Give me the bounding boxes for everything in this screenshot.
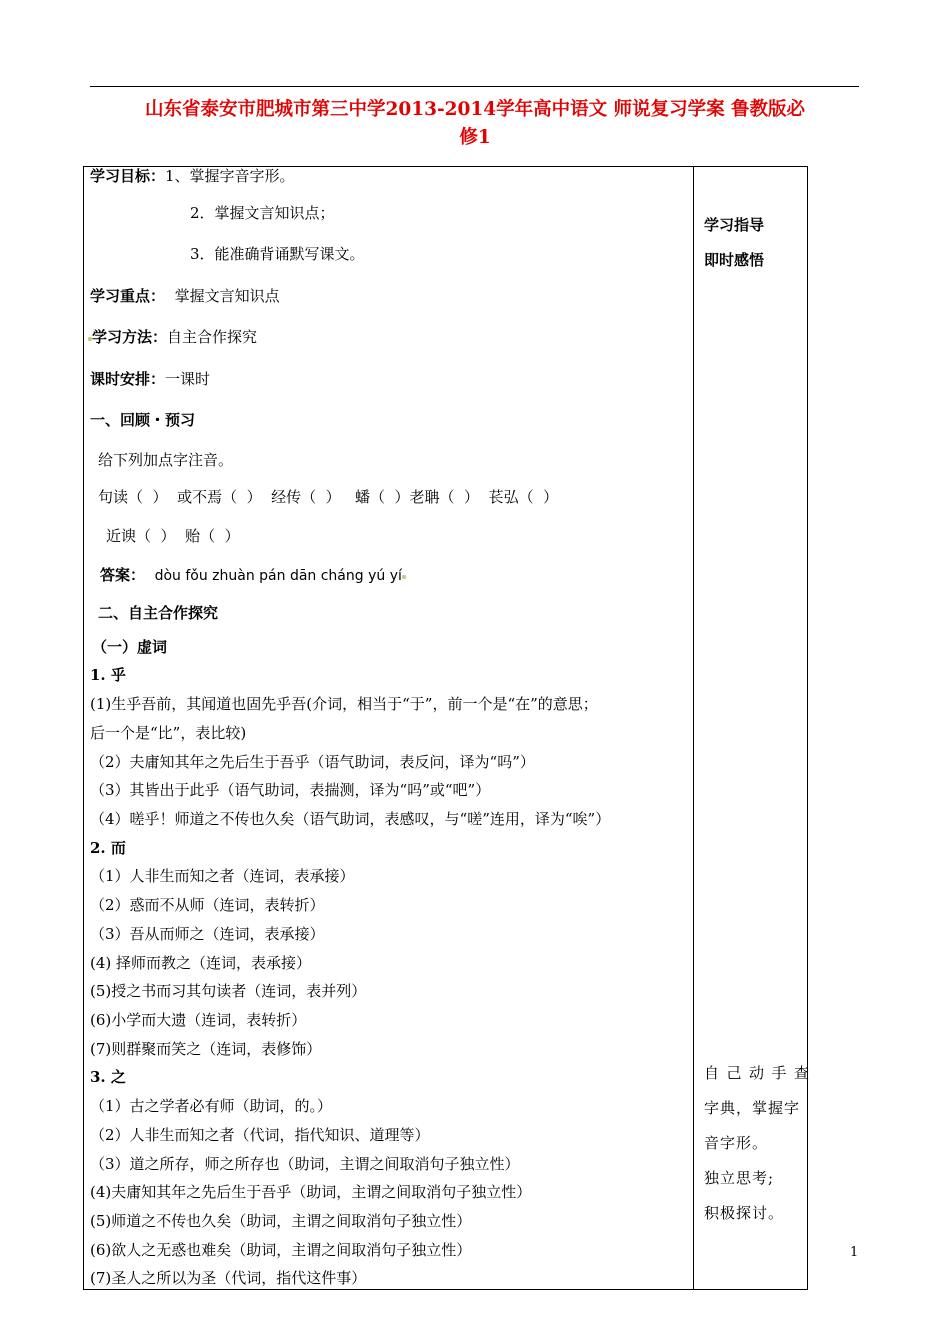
section1-heading: 一、回顾・预习 — [90, 411, 196, 429]
header-rule — [90, 86, 859, 87]
item2-line: (6)小学而大遗（连词，表转折） — [90, 1011, 307, 1029]
title-line-1: 山东省泰安市肥城市第三中学2013-2014学年高中语文 师说复习学案 鲁教版必 — [144, 99, 806, 120]
column-divider — [693, 166, 694, 1290]
item1-line: (1)生乎吾前，其闻道也固先乎吾(介词，相当于“于”，前一个是“在”的意思； — [90, 695, 598, 713]
pinyin-row-1: 句读（ ） 或不焉（ ） 经传（ ） 蟠（ ）老聃（ ） 苌弘（ ） — [98, 488, 559, 506]
sub1-heading: （一）虚词 — [92, 638, 168, 656]
item3-line: (5)师道之不传也久矣（助词，主谓之间取消句子独立性） — [90, 1212, 472, 1230]
guide-title: 学习指导 — [704, 216, 765, 234]
item2-heading: 2. 而 — [90, 839, 126, 857]
side-note: 音字形。 — [704, 1134, 769, 1152]
side-note: 独立思考; — [704, 1169, 775, 1187]
goal-1: 1、掌握字音字形。 — [165, 167, 295, 185]
answer-label: 答案： — [100, 566, 146, 584]
time-label: 课时安排： — [90, 370, 166, 388]
time-value: 一课时 — [165, 370, 211, 388]
item2-line: （1）人非生而知之者（连词，表承接） — [90, 867, 355, 885]
answer-row — [100, 565, 406, 586]
item2-line: (4) 择师而教之（连词，表承接） — [90, 954, 312, 972]
reflection-title: 即时感悟 — [704, 251, 765, 269]
focus-label: 学习重点： — [90, 287, 166, 305]
time-row — [90, 369, 210, 389]
pinyin-row-2: 近谀（ ） 贻（ ） — [106, 527, 240, 545]
item2-line: （2）惑而不从师（连词，表转折） — [90, 896, 325, 914]
side-note: 自己动手查 — [704, 1064, 817, 1082]
section1-instruction: 给下列加点字注音。 — [98, 451, 234, 469]
item3-line: (6)欲人之无惑也难矣（助词，主谓之间取消句子独立性） — [90, 1241, 472, 1259]
item1-line: 后一个是“比”，表比较) — [90, 724, 247, 742]
method-row — [88, 327, 257, 347]
side-note: 积极探讨。 — [704, 1204, 785, 1222]
focus-row — [90, 286, 280, 306]
item2-line: （3）吾从而师之（连词，表承接） — [90, 925, 325, 943]
goal-3: 3．能准确背诵默写课文。 — [190, 245, 365, 263]
item3-line: (7)圣人之所以为圣（代词，指代这件事） — [90, 1269, 367, 1287]
item1-line: （2）夫庸知其年之先后生于吾乎（语气助词，表反问，译为“吗”） — [90, 753, 535, 771]
item3-line: （1）古之学者必有师（助词，的。） — [90, 1097, 333, 1115]
section2-heading: 二、自主合作探究 — [98, 604, 219, 622]
title-line-2: 修1 — [459, 127, 491, 148]
goal-row — [90, 166, 295, 186]
goal-label: 学习目标： — [90, 167, 166, 185]
document-title — [85, 96, 865, 152]
goal-2: 2．掌握文言知识点； — [190, 204, 335, 222]
item3-line: (4)夫庸知其年之先后生于吾乎（助词，主谓之间取消句子独立性） — [90, 1183, 532, 1201]
side-note: 字典，掌握字 — [704, 1099, 801, 1117]
method-value: 自主合作探究 — [167, 328, 258, 346]
item3-line: （3）道之所存，师之所存也（助词，主谓之间取消句子独立性） — [90, 1155, 520, 1173]
item2-line: (7)则群聚而笑之（连词，表修饰） — [90, 1040, 322, 1058]
item1-line: （4）嗟乎！师道之不传也久矣（语气助词，表感叹，与“嗟”连用，译为“唉”） — [90, 810, 611, 828]
item2-line: (5)授之书而习其句读者（连词，表并列） — [90, 982, 367, 1000]
side-notes — [704, 1056, 817, 1231]
method-label: 学习方法： — [92, 328, 168, 346]
answer-value: dòu fǒu zhuàn pán dān cháng yú yí — [154, 568, 402, 584]
item1-line: （3）其皆出于此乎（语气助词，表揣测，译为“吗”或“吧”） — [90, 781, 491, 799]
item3-heading: 3. 之 — [90, 1068, 126, 1086]
item1-heading: 1. 乎 — [90, 666, 126, 684]
annotation-dot — [402, 575, 406, 579]
page-number: 1 — [850, 1245, 859, 1260]
item3-line: （2）人非生而知之者（代词，指代知识、道理等） — [90, 1126, 430, 1144]
focus-value: 掌握文言知识点 — [174, 287, 280, 305]
